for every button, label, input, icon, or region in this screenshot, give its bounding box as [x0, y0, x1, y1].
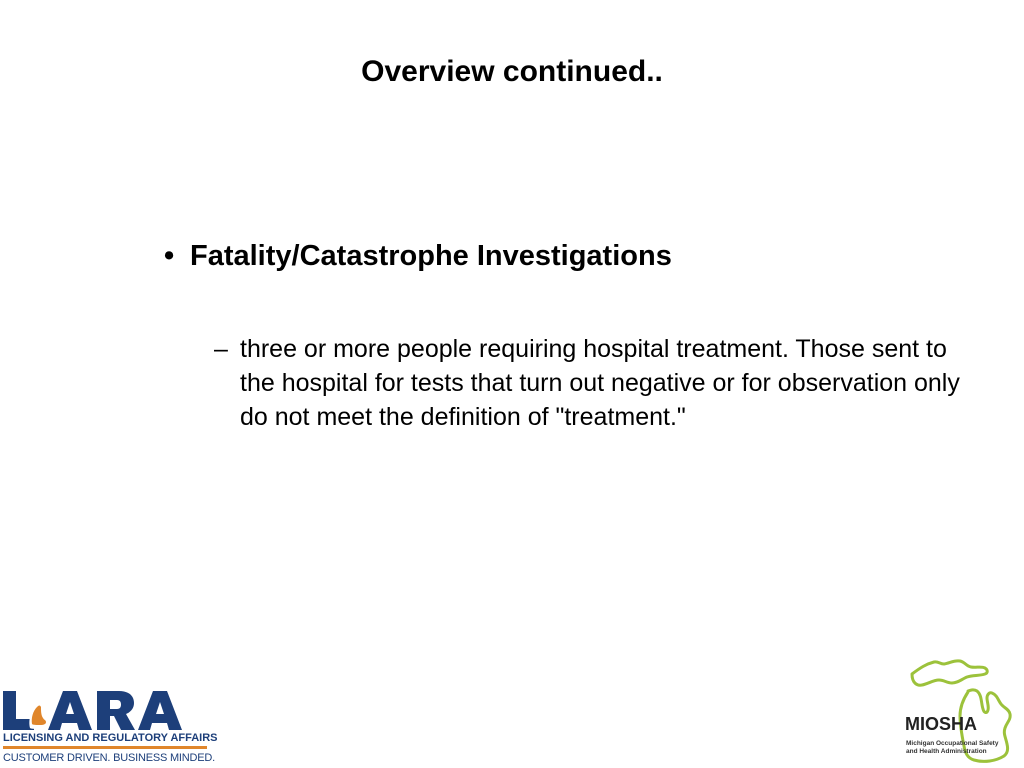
bullet-text: Fatality/Catastrophe Investigations [190, 240, 672, 272]
lara-tagline-top: LICENSING AND REGULATORY AFFAIRS [3, 732, 218, 744]
lara-tagline-bottom: CUSTOMER DRIVEN. BUSINESS MINDED. [3, 752, 216, 764]
bullet-item [164, 236, 964, 276]
sub-bullet-text: three or more people requiring hospital treatment. Those sent to the hospital for tests that turn out negative or for observation only do not meet the definition of "treatment." [240, 335, 960, 431]
miosha-logo-text: MIOSHA [905, 714, 977, 734]
sub-bullet-item [214, 332, 984, 434]
bullet-marker: • [164, 240, 175, 272]
slide-title: Overview continued.. [361, 55, 663, 88]
lara-divider [3, 746, 207, 749]
miosha-subtitle-line2: and Health Administration [906, 748, 987, 755]
miosha-subtitle-line1: Michigan Occupational Safety [906, 740, 999, 747]
sub-bullet-marker: – [214, 335, 228, 363]
